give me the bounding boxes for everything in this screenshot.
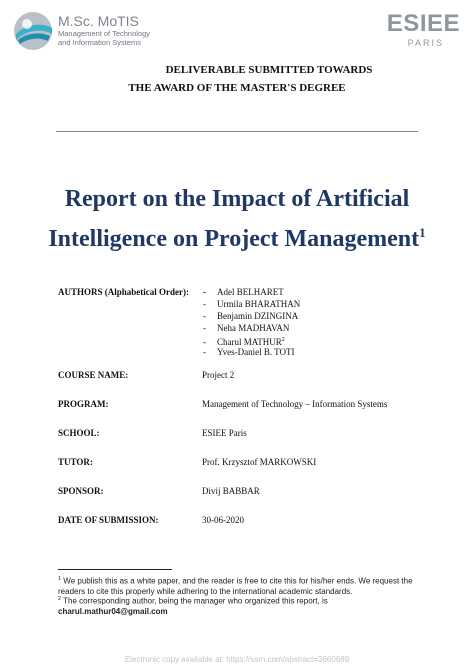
footnote-2: [58, 594, 428, 617]
field-label: PROGRAM:: [58, 399, 109, 409]
field-value: ESIEE Paris: [202, 428, 247, 438]
author-name: Neha MADHAVAN: [217, 323, 290, 333]
title-footnote-mark: 1: [419, 225, 426, 240]
title-line-2-text: Intelligence on Project Management: [48, 226, 420, 252]
title-line-2: [30, 216, 444, 256]
deliverable-line-2: THE AWARD OF THE MASTER'S DEGREE: [128, 82, 346, 94]
field-label: SCHOOL:: [58, 428, 100, 438]
field-label: DATE OF SUBMISSION:: [58, 515, 159, 525]
author-bullet: -: [203, 323, 206, 333]
author-name: Charul MATHUR: [217, 337, 282, 347]
field-value: Management of Technology – Information Systems: [202, 399, 388, 409]
author-name: Adel BELHARET: [217, 287, 284, 297]
esiee-logo: [380, 12, 460, 48]
footnote-1-mark: 1: [58, 576, 62, 582]
motis-brand: M.Sc. MoTIS: [58, 13, 139, 29]
author-bullet: -: [203, 311, 206, 321]
field-label: SPONSOR:: [58, 486, 104, 496]
field-value: Prof. Krzysztof MARKOWSKI: [202, 457, 317, 467]
footnote-divider: [58, 569, 172, 570]
author-name: Benjamin DZINGINA: [217, 311, 299, 321]
author-name: Yves-Daniel B. TOTI: [217, 347, 295, 357]
author-name: Urmila BHARATHAN: [217, 299, 301, 309]
author-item: [203, 311, 298, 322]
field-value: Project 2: [202, 370, 235, 380]
motis-sub-2: and Information Systems: [58, 37, 141, 47]
author-bullet: -: [203, 347, 206, 357]
author-email-link[interactable]: charul.mathur04@gmail.com: [58, 606, 168, 616]
motis-logo: [12, 10, 187, 52]
footnote-1-text: We publish this as a white paper, and the reader is free to cite this for his/her ends. We request the readers to cite this properly while adhering to the international academic standards.: [58, 576, 413, 596]
esiee-sub: PARIS: [407, 38, 444, 48]
footnote-2-text: The corresponding author, being the manager who organized this report, is: [61, 596, 328, 606]
field-label: TUTOR:: [58, 457, 93, 467]
author-item: [203, 287, 284, 298]
author-item: [203, 299, 300, 310]
ssrn-watermark: Electronic copy available at: https://ssrn.com/abstract=3660689: [124, 655, 350, 664]
motis-sub-1: Management of Technology: [58, 29, 151, 38]
author-footnote-mark: 2: [281, 337, 285, 343]
motis-logo-text: [58, 14, 150, 47]
author-bullet: -: [203, 337, 206, 347]
author-bullet: -: [203, 299, 206, 309]
author-item: [203, 323, 289, 334]
motis-circle-icon: [12, 10, 54, 52]
footnote-2-mark: 2: [58, 596, 62, 602]
report-title: [30, 182, 444, 256]
author-item: [203, 347, 295, 358]
deliverable-line-1: DELIVERABLE SUBMITTED TOWARDS: [165, 64, 373, 76]
author-bullet: -: [203, 287, 206, 297]
divider: [56, 131, 418, 132]
field-value: 30-06-2020: [202, 515, 244, 525]
field-value: Divij BABBAR: [202, 486, 260, 496]
field-label: COURSE NAME:: [58, 370, 129, 380]
title-line-1: Report on the Impact of Artificial: [64, 186, 410, 212]
esiee-brand: ESIEE: [386, 10, 460, 37]
authors-label: AUTHORS (Alphabetical Order):: [58, 287, 189, 297]
